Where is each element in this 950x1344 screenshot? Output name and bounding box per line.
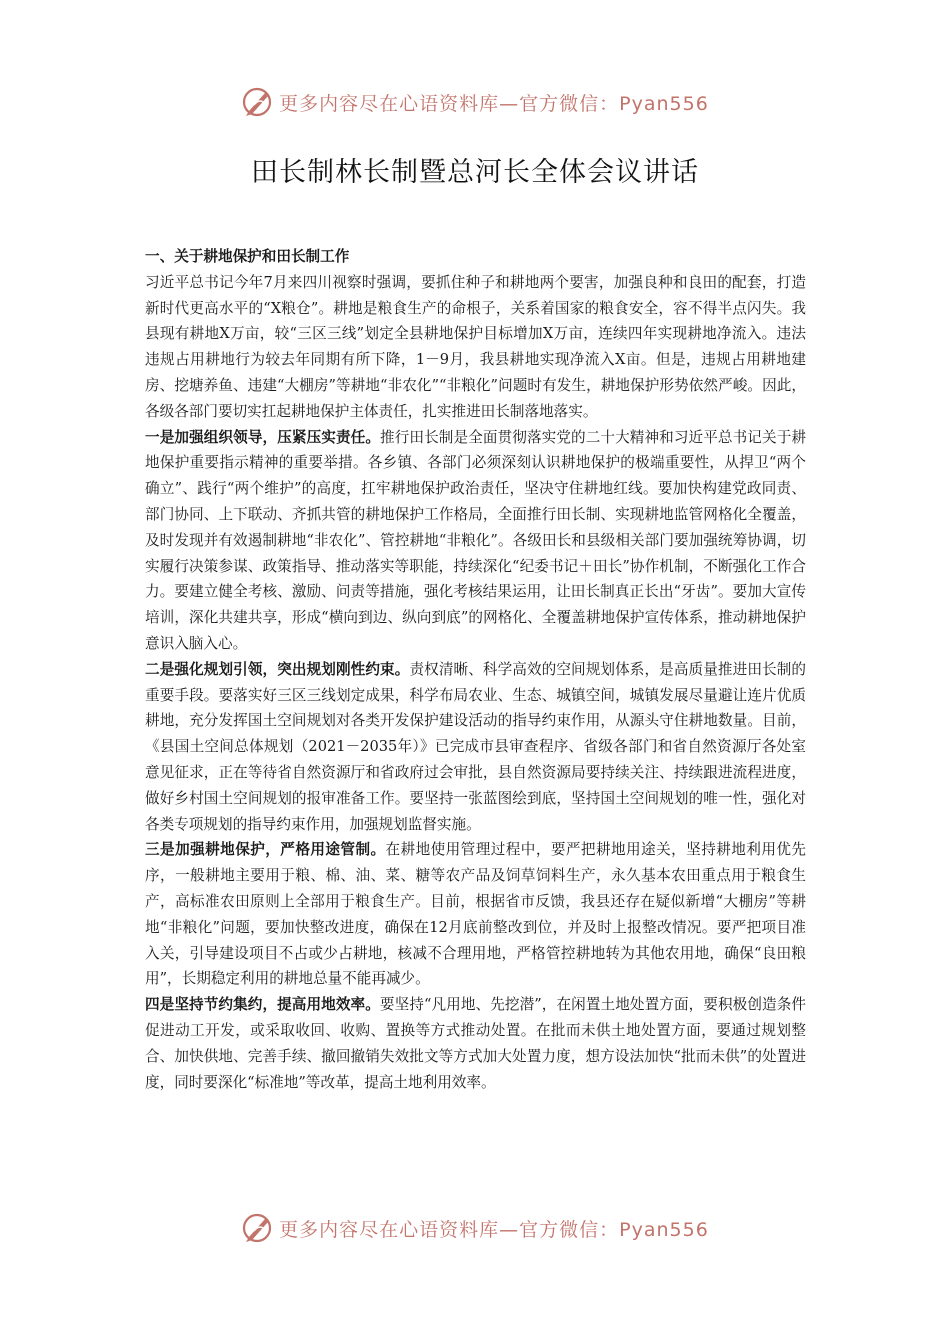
watermark-header	[0, 82, 950, 122]
watermark-text: 更多内容尽在心语资料库—官方微信：Pyan556	[279, 1218, 709, 1241]
pen-logo-icon	[241, 85, 275, 119]
point-paragraph	[145, 425, 806, 657]
document-title: 田长制林长制暨总河长全体会议讲话	[251, 157, 699, 188]
point-paragraph	[145, 657, 806, 838]
point-body: 推行田长制是全面贯彻落实党的二十大精神和习近平总书记关于耕地保护重要指示精神的重要举措。各乡镇、各部门必须深刻认识耕地保护的极端重要性，从捍卫“两个确立”、践行“两个维护”的高度，扛牢耕地保护政治责任，坚决守住耕地红线。要加快构建党政同责、部门协同、上下联动、齐抓共管的耕地保护工作格局，全面推行田长制、实现耕地监管网格化全覆盖，及时发现并有效遏制耕地“非农化”、管控耕地“非粮化”。各级田长和县级相关部门要加强统筹协调，切实履行决策参谋、政策指导、推动落实等职能，持续深化“纪委书记＋田长”协作机制，不断强化工作合力。要建立健全考核、激励、问责等措施，强化考核结果运用，让田长制真正长出“牙齿”。要加大宣传培训，深化共建共享，形成“横向到边、纵向到底”的网格化、全覆盖耕地保护宣传体系，推动耕地保护意识入脑入心。	[145, 428, 806, 652]
point-body: 要坚持“凡用地、先挖潜”，在闲置土地处置方面，要积极创造条件促进动工开发，或采取收回、收购、置换等方式推动处置。在批而未供土地处置方面，要通过规划整合、加快供地、完善手续、撤回撤销失效批文等方式加大处置力度，想方设法加快“批而未供”的处置进度，同时要深化“标准地”等改革，提高土地利用效率。	[145, 996, 806, 1091]
section-heading: 一、关于耕地保护和田长制工作	[145, 248, 350, 265]
watermark-text: 更多内容尽在心语资料库—官方微信：Pyan556	[279, 92, 709, 115]
point-lead: 一是加强组织领导，压紧压实责任。	[145, 428, 381, 446]
watermark-footer	[0, 1208, 950, 1248]
point-paragraph	[145, 837, 806, 992]
point-lead: 四是坚持节约集约，提高用地效率。	[145, 996, 380, 1014]
point-lead: 三是加强耕地保护，严格用途管制。	[145, 841, 386, 859]
point-body: 在耕地使用管理过程中，要严把耕地用途关，坚持耕地利用优先序，一般耕地主要用于粮、棉、油、菜、糖等农产品及饲草饲料生产，永久基本农田重点用于粮食生产，高标准农田原则上全部用于粮食生产。目前，根据省市反馈，我县还存在疑似新增“大棚房”等耕地“非粮化”问题，要加快整改进度，确保在12月底前整改到位，并及时上报整改情况。要严把项目准入关，引导建设项目不占或少占耕地，核减不合理用地，严格管控耕地转为其他农用地，确保“良田粮用”，长期稳定利用的耕地总量不能再减少。	[145, 841, 806, 988]
point-lead: 二是强化规划引领，突出规划刚性约束。	[145, 660, 410, 678]
point-body: 责权清晰、科学高效的空间规划体系，是高质量推进田长制的重要手段。要落实好三区三线划定成果，科学布局农业、生态、城镇空间，城镇发展尽量避让连片优质耕地，充分发挥国土空间规划对各类开发保护建设活动的指导约束作用，从源头守住耕地数量。目前，《县国土空间总体规划（2021－2035年）》已完成市县审查程序、省级各部门和省自然资源厅各处室意见征求，正在等待省自然资源厅和省政府过会审批，县自然资源局要持续关注、持续跟进流程进度，做好乡村国土空间规划的报审准备工作。要坚持一张蓝图绘到底，坚持国土空间规划的唯一性，强化对各类专项规划的指导约束作用，加强规划监督实施。	[145, 660, 806, 833]
point-paragraph	[145, 992, 806, 1095]
intro-paragraph: 习近平总书记今年7月来四川视察时强调，要抓住种子和耕地两个要害，加强良种和良田的配套，打造新时代更高水平的“X粮仓”。耕地是粮食生产的命根子，关系着国家的粮食安全，容不得半点闪失。我县现有耕地X万亩，较“三区三线”划定全县耕地保护目标增加X万亩，连续四年实现耕地净流入。违法违规占用耕地行为较去年同期有所下降，1－9月，我县耕地实现净流入X亩。但是，违规占用耕地建房、挖塘养鱼、违建“大棚房”等耕地“非农化”“非粮化”问题时有发生，耕地保护形势依然严峻。因此，各级各部门要切实扛起耕地保护主体责任，扎实推进田长制落地落实。	[145, 273, 806, 420]
pen-logo-icon	[241, 1211, 275, 1245]
document-body	[145, 244, 806, 1095]
